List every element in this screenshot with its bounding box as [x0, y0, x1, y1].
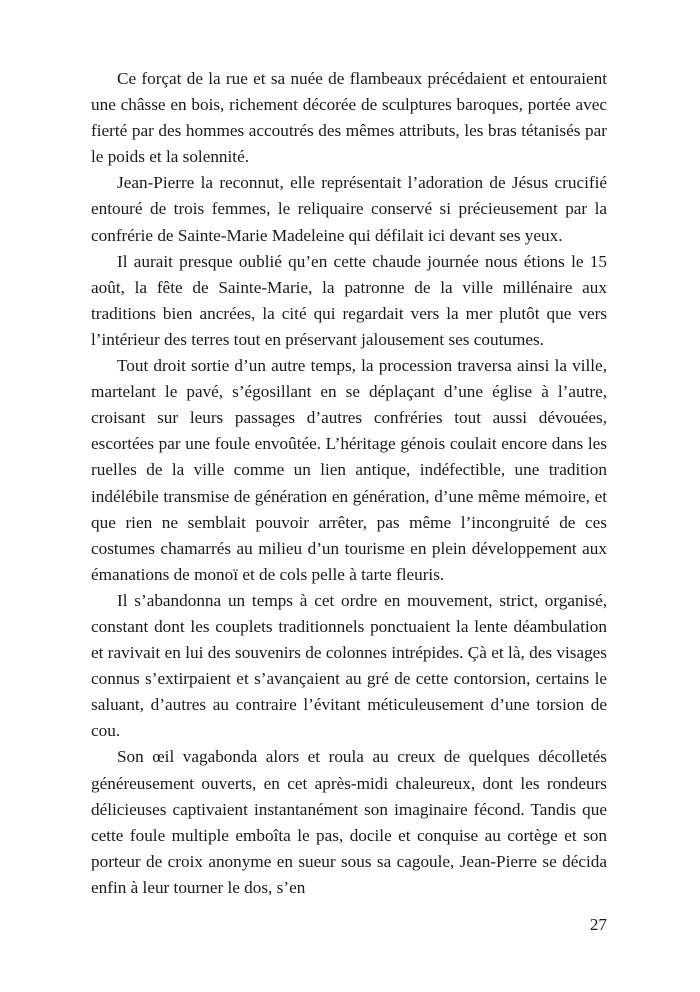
- paragraph-5: Il s’abandonna un temps à cet ordre en mouvement, strict, organisé, constant dont les couplets traditionnels ponctuaient la lente déambulation et ravivait en lui des souvenirs de colonnes intrépides. Çà et là, des visages connus s’extirpaient et s’avançaient au gré de cette contorsion, certains le saluant, d’autres au contraire l’évitant méticuleusement d’une torsion de cou.: [91, 590, 607, 741]
- paragraph-2: Jean-Pierre la reconnut, elle représentait l’adoration de Jésus crucifié entouré de trois femmes, le reliquaire conservé si précieusement par la confrérie de Sainte-Marie Madeleine qui défilait ici devant ses yeux.: [91, 173, 607, 245]
- page-number: 27: [589, 915, 607, 934]
- paragraph-6: Son œil vagabonda alors et roula au creux de quelques décolletés généreusement ouverts, en cet après-midi chaleureux, dont les rondeurs délicieuses captivaient instantanément son imaginaire fécond. Tandis que cette foule multiple emboîta le pas, docile et conquise au cortège et son porteur de croix anonyme en sueur sous sa cagoule, Jean-Pierre se décida enfin à leur tourner le dos, s’en: [91, 747, 607, 897]
- body-text: [91, 66, 607, 901]
- paragraph-3: Il aurait presque oublié qu’en cette chaude journée nous étions le 15 août, la fête de Sainte-Marie, la patronne de la ville millénaire aux traditions bien ancrées, la cité qui regardait vers la mer plutôt que vers l’intérieur des terres tout en préservant jalousement ses coutumes.: [91, 251, 607, 349]
- paragraph-4: Tout droit sortie d’un autre temps, la procession traversa ainsi la ville, martelant le pavé, s’égosillant en se déplaçant d’une église à l’autre, croisant sur leurs passages d’autres confréries tout aussi dévouées, escortées par une foule envoûtée. L’héritage génois coulait encore dans les ruelles de la ville comme un lien antique, indéfectible, une tradition indélébile transmise de génération en génération, d’une même mémoire, et que rien ne semblait pouvoir arrêter, pas même l’incongruité de ces costumes chamarrés au milieu d’un tourisme en plein développement aux émanations de monoï et de cols pelle à tarte fleuris.: [91, 356, 607, 584]
- paragraph-1: Ce forçat de la rue et sa nuée de flambeaux précédaient et entouraient une châsse en bois, richement décorée de sculptures baroques, portée avec fierté par des hommes accoutrés des mêmes attributs, les bras tétanisés par le poids et la solennité.: [91, 69, 607, 167]
